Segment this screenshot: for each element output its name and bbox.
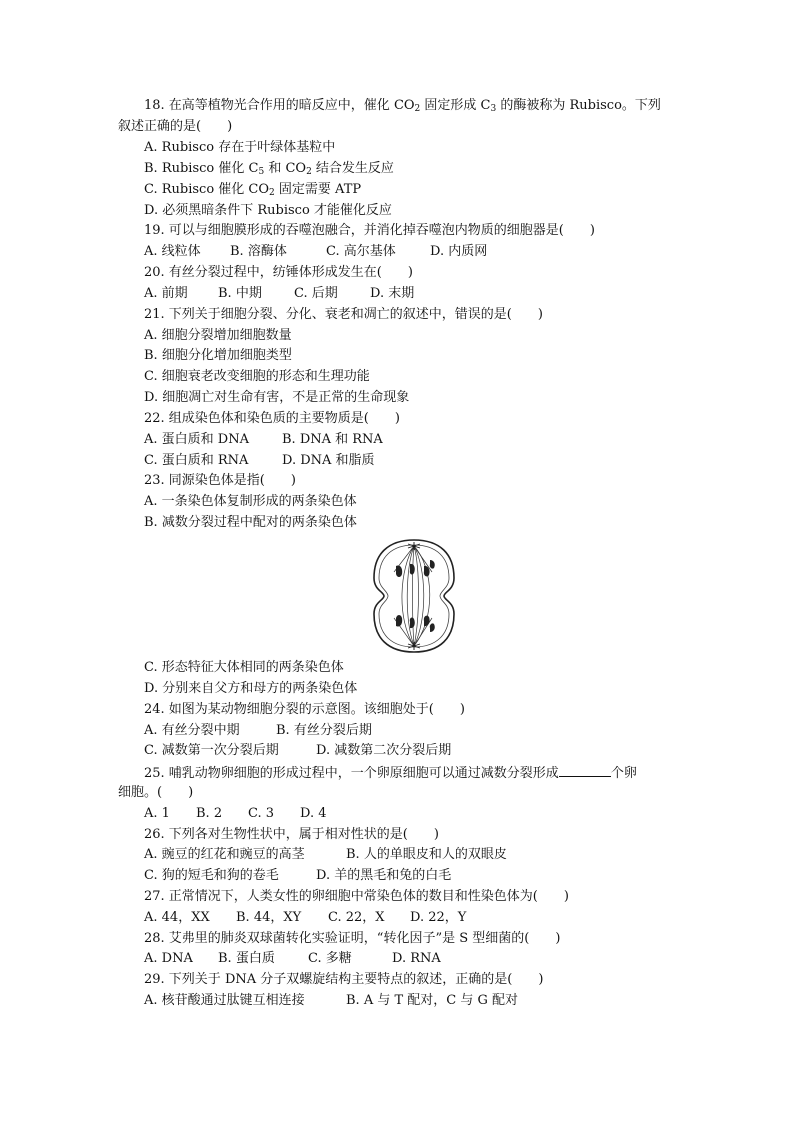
q18-stem: 18. 在高等植物光合作用的暗反应中，催化 $CO_2$ 固定形成 $C_3$ 的酶被称为 Rubisco。下列	[144, 98, 661, 114]
q20-option-c: C. 后期	[294, 286, 338, 301]
q19-options	[144, 242, 487, 262]
q20-option-a: A. 前期	[144, 286, 188, 301]
q25-blank	[559, 762, 611, 777]
q25-option-a: A. 1	[144, 806, 170, 821]
q27-option-c: C. 22，X	[328, 910, 385, 925]
q27-option-d: D. 22，Y	[410, 910, 467, 925]
q25-options	[144, 804, 327, 824]
q23-option-a: A. 一条染色体复制形成的两条染色体	[144, 494, 357, 509]
centrosome-top	[408, 542, 420, 550]
q21-option-c: C. 细胞衰老改变细胞的形态和生理功能	[144, 369, 370, 384]
q26-option-b: B. 人的单眼皮和人的双眼皮	[346, 847, 507, 862]
cell-membrane	[374, 540, 454, 652]
q28-stem: 28. 艾弗里的肺炎双球菌转化实验证明，“转化因子”是 S 型细菌的( )	[144, 931, 561, 946]
q25-option-d: D. 4	[300, 806, 327, 821]
q23-option-d: D. 分别来自父方和母方的两条染色体	[144, 681, 358, 696]
q18-option-d: D. 必须黑暗条件下 Rubisco 才能催化反应	[144, 203, 392, 218]
q19-option-a: A. 线粒体	[144, 244, 201, 259]
q29-options	[144, 991, 518, 1011]
q20-option-b: B. 中期	[218, 286, 262, 301]
q25-option-b: B. 2	[196, 806, 223, 821]
q24-option-b: B. 有丝分裂后期	[276, 723, 372, 738]
q21-stem: 21. 下列关于细胞分裂、分化、衰老和凋亡的叙述中，错误的是( )	[144, 307, 543, 322]
q23-option-c: C. 形态特征大体相同的两条染色体	[144, 660, 344, 675]
q24-stem: 24. 如图为某动物细胞分裂的示意图。该细胞处于( )	[144, 702, 465, 717]
q29-stem: 29. 下列关于 DNA 分子双螺旋结构主要特点的叙述，正确的是( )	[144, 972, 544, 987]
q18-stem-cont: 叙述正确的是( )	[118, 119, 233, 134]
q27-options	[144, 908, 466, 928]
q24-option-a: A. 有丝分裂中期	[144, 723, 240, 738]
q25-stem: 25. 哺乳动物卵细胞的形成过程中，一个卵原细胞可以通过减数分裂形成 个卵	[144, 762, 637, 784]
q26-option-d: D. 羊的黑毛和兔的白毛	[316, 868, 452, 883]
q26-option-a: A. 豌豆的红花和豌豆的高茎	[144, 847, 305, 862]
q19-option-d: D. 内质网	[430, 244, 488, 259]
q21-option-d: D. 细胞凋亡对生命有害，不是正常的生命现象	[144, 390, 410, 405]
q18-option-b: B. Rubisco 催化 $C_5$ 和 $CO_2$ 结合发生反应	[144, 161, 394, 177]
q22-option-a: A. 蛋白质和 DNA	[144, 432, 249, 447]
q26-options-row1	[144, 845, 507, 865]
centrosome-bottom	[408, 642, 420, 650]
q22-option-c: C. 蛋白质和 RNA	[144, 453, 249, 468]
q25-stem-cont: 细胞。( )	[118, 785, 194, 800]
cell-division-figure	[370, 538, 458, 654]
chromosomes-upper	[396, 560, 435, 577]
q20-option-d: D. 末期	[370, 286, 415, 301]
q22-option-d: D. DNA 和脂质	[282, 453, 375, 468]
q20-stem: 20. 有丝分裂过程中，纺锤体形成发生在( )	[144, 265, 413, 280]
q20-options	[144, 284, 414, 304]
q27-stem: 27. 正常情况下，人类女性的卵细胞中常染色体的数目和性染色体为( )	[144, 889, 569, 904]
q28-option-c: C. 多糖	[308, 951, 352, 966]
q19-option-c: C. 高尔基体	[326, 244, 396, 259]
spindle-fibers	[394, 546, 432, 646]
q27-option-b: B. 44，XY	[236, 910, 302, 925]
q22-options-row2	[144, 451, 375, 471]
q28-option-b: B. 蛋白质	[218, 951, 275, 966]
q21-option-b: B. 细胞分化增加细胞类型	[144, 348, 292, 363]
q21-option-a: A. 细胞分裂增加细胞数量	[144, 328, 292, 343]
q24-option-c: C. 减数第一次分裂后期	[144, 743, 279, 758]
q25-option-c: C. 3	[248, 806, 275, 821]
q18-option-c: C. Rubisco 催化 $CO_2$ 固定需要 ATP	[144, 182, 362, 198]
q22-options-row1	[144, 430, 383, 450]
q24-option-d: D. 减数第二次分裂后期	[316, 743, 452, 758]
q26-options-row2	[144, 866, 451, 886]
q18-option-a: A. Rubisco 存在于叶绿体基粒中	[144, 140, 336, 155]
cell-inner-outline	[379, 545, 449, 647]
q26-stem: 26. 下列各对生物性状中，属于相对性状的是( )	[144, 827, 439, 842]
q28-option-d: D. RNA	[392, 951, 441, 966]
q28-options	[144, 949, 441, 969]
q24-options-row1	[144, 721, 372, 741]
q27-option-a: A. 44，XX	[144, 910, 210, 925]
q28-option-a: A. DNA	[144, 951, 193, 966]
q29-option-a: A. 核苷酸通过肽键互相连接	[144, 993, 305, 1008]
q19-stem: 19. 可以与细胞膜形成的吞噬泡融合，并消化掉吞噬泡内物质的细胞器是( )	[144, 223, 595, 238]
q26-option-c: C. 狗的短毛和狗的卷毛	[144, 868, 279, 883]
q22-stem: 22. 组成染色体和染色质的主要物质是( )	[144, 411, 400, 426]
q19-option-b: B. 溶酶体	[230, 244, 287, 259]
q23-option-b: B. 减数分裂过程中配对的两条染色体	[144, 515, 357, 530]
q22-option-b: B. DNA 和 RNA	[282, 432, 383, 447]
q29-option-b: B. A 与 T 配对，C 与 G 配对	[346, 993, 519, 1008]
q24-options-row2	[144, 741, 451, 761]
q23-stem: 23. 同源染色体是指( )	[144, 473, 296, 488]
